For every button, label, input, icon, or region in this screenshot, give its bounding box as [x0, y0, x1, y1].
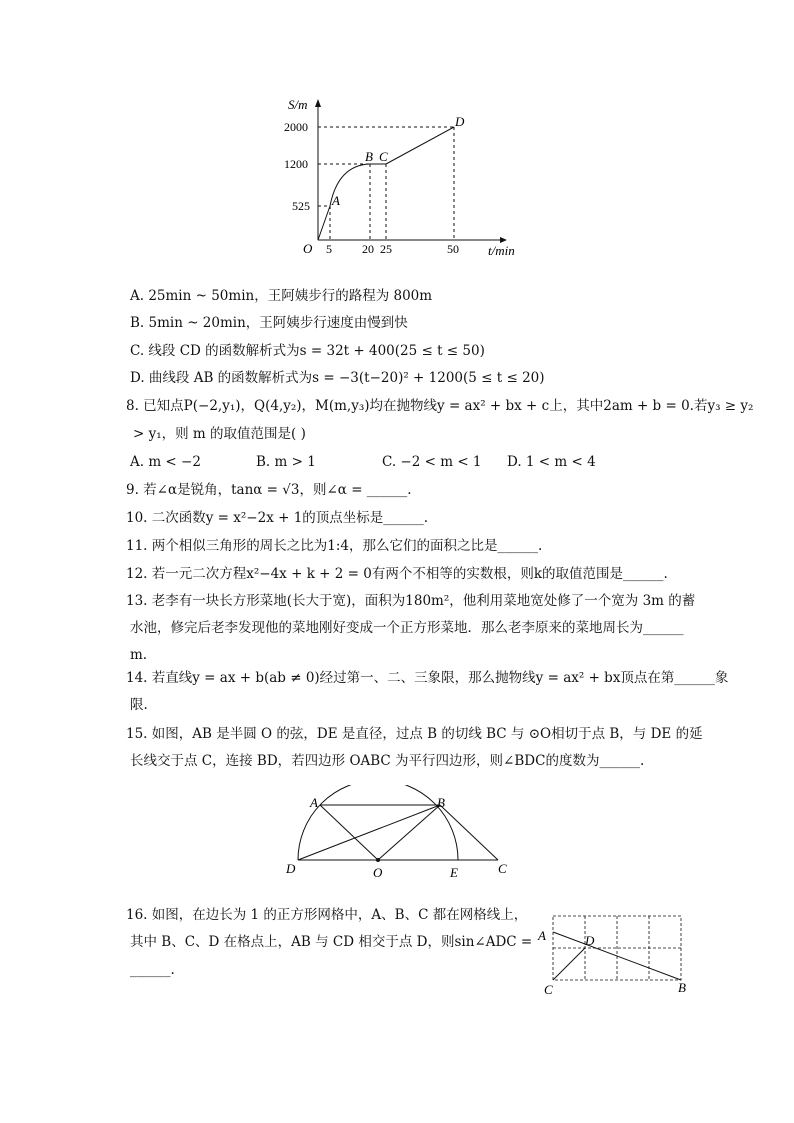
point-A-label: A [332, 193, 340, 208]
fig15-label-A: A [310, 795, 318, 810]
q15-line1: 15. 如图，AB 是半圆 O 的弦，DE 是直径，过点 B 的切线 BC 与 ⊙O相切于点 B，与 DE 的延 [126, 726, 703, 742]
segment-CD [553, 948, 585, 980]
grid-figure [535, 910, 705, 1000]
q7-option-d: D. 曲线段 AB 的函数解析式为s = −3(t−20)² + 1200(5 ≤ t ≤ 20) [130, 370, 545, 386]
fig16-label-C: C [544, 982, 553, 997]
x-tick-5: 5 [326, 242, 332, 256]
q10: 10. 二次函数y = x²−2x + 1的顶点坐标是______. [126, 510, 429, 526]
semicircle-figure [280, 785, 520, 885]
q15-line2: 长线交于点 C，连接 BD，若四边形 OABC 为平行四边形，则∠BDC的度数为______. [130, 753, 645, 769]
q7-option-a: A. 25min ~ 50min，王阿姨步行的路程为 800m [130, 288, 433, 304]
fig15-label-O: O [373, 865, 383, 880]
semicircle-arc [298, 785, 458, 860]
tangent-BC [440, 805, 498, 860]
q11: 11. 两个相似三角形的周长之比为1:4，那么它们的面积之比是______. [126, 538, 543, 554]
x-axis-label: t/min [488, 243, 515, 258]
x-tick-50: 50 [447, 242, 459, 256]
q13-line1: 13. 老李有一块长方形菜地(长大于宽)，面积为180m²，他利用菜地宽处修了一个宽为 3m 的蓄 [126, 593, 696, 609]
x-tick-20: 20 [362, 242, 374, 256]
q8-option-a: A. m < −2 [130, 454, 201, 470]
segment-CD [386, 127, 454, 164]
point-B-label: B [365, 149, 373, 164]
fig15-label-D: D [286, 861, 296, 876]
fig15-label-C: C [498, 861, 507, 876]
fig15-label-B: B [437, 795, 445, 810]
fig16-label-A: A [538, 928, 546, 943]
y-axis-label: S/m [288, 97, 308, 112]
q16-line2: 其中 B、C、D 在格点上，AB 与 CD 相交于点 D，则sin∠ADC = [130, 934, 533, 950]
q7-option-b: B. 5min ~ 20min，王阿姨步行速度由慢到快 [130, 315, 408, 331]
q7-option-c: C. 线段 CD 的函数解析式为s = 32t + 400(25 ≤ t ≤ 50) [130, 343, 485, 359]
segment-OA [318, 206, 330, 240]
x-tick-25: 25 [380, 242, 392, 256]
q9: 9. 若∠α是锐角，tanα = √3，则∠α = ______. [126, 482, 412, 498]
q13-line3: m. [130, 647, 148, 663]
y-tick-2000: 2000 [284, 120, 308, 134]
q8-option-d: D. 1 < m < 4 [507, 454, 596, 470]
point-D-label: D [455, 114, 465, 129]
q8-line2: > y₁，则 m 的取值范围是( ) [133, 426, 306, 442]
q14-line1: 14. 若直线y = ax + b(ab ≠ 0)经过第一、二、三象限，那么抛物线y = ax² + bx顶点在第______象 [126, 670, 729, 686]
q14-line2: 限. [130, 697, 148, 713]
q8-option-c: C. −2 < m < 1 [382, 454, 482, 470]
y-tick-525: 525 [292, 199, 310, 213]
q16-line1: 16. 如图，在边长为 1 的正方形网格中，A、B、C 都在网格线上， [126, 907, 528, 923]
q8-option-b: B. m > 1 [256, 454, 316, 470]
y-tick-1200: 1200 [284, 157, 308, 171]
q13-line2: 水池，修完后老李发现他的菜地刚好变成一个正方形菜地．那么老李原来的菜地周长为______ [130, 620, 684, 636]
origin-label: O [303, 241, 313, 256]
fig15-label-E: E [450, 865, 458, 880]
point-C-label: C [379, 149, 388, 164]
segment-OB [378, 805, 440, 860]
q16-line3: ______. [130, 962, 175, 978]
fig16-label-B: B [678, 980, 686, 995]
q12: 12. 若一元二次方程x²−4x + k + 2 = 0有两个不相等的实数根，则k的取值范围是______. [126, 566, 668, 582]
fig16-label-D: D [585, 933, 595, 948]
distance-time-graph [270, 95, 530, 265]
q8-line1: 8. 已知点P(−2,y₁)，Q(4,y₂)，M(m,y₃)均在抛物线y = ax² + bx + c上，其中2am + b = 0.若y₃ ≥ y₂ [126, 398, 754, 414]
